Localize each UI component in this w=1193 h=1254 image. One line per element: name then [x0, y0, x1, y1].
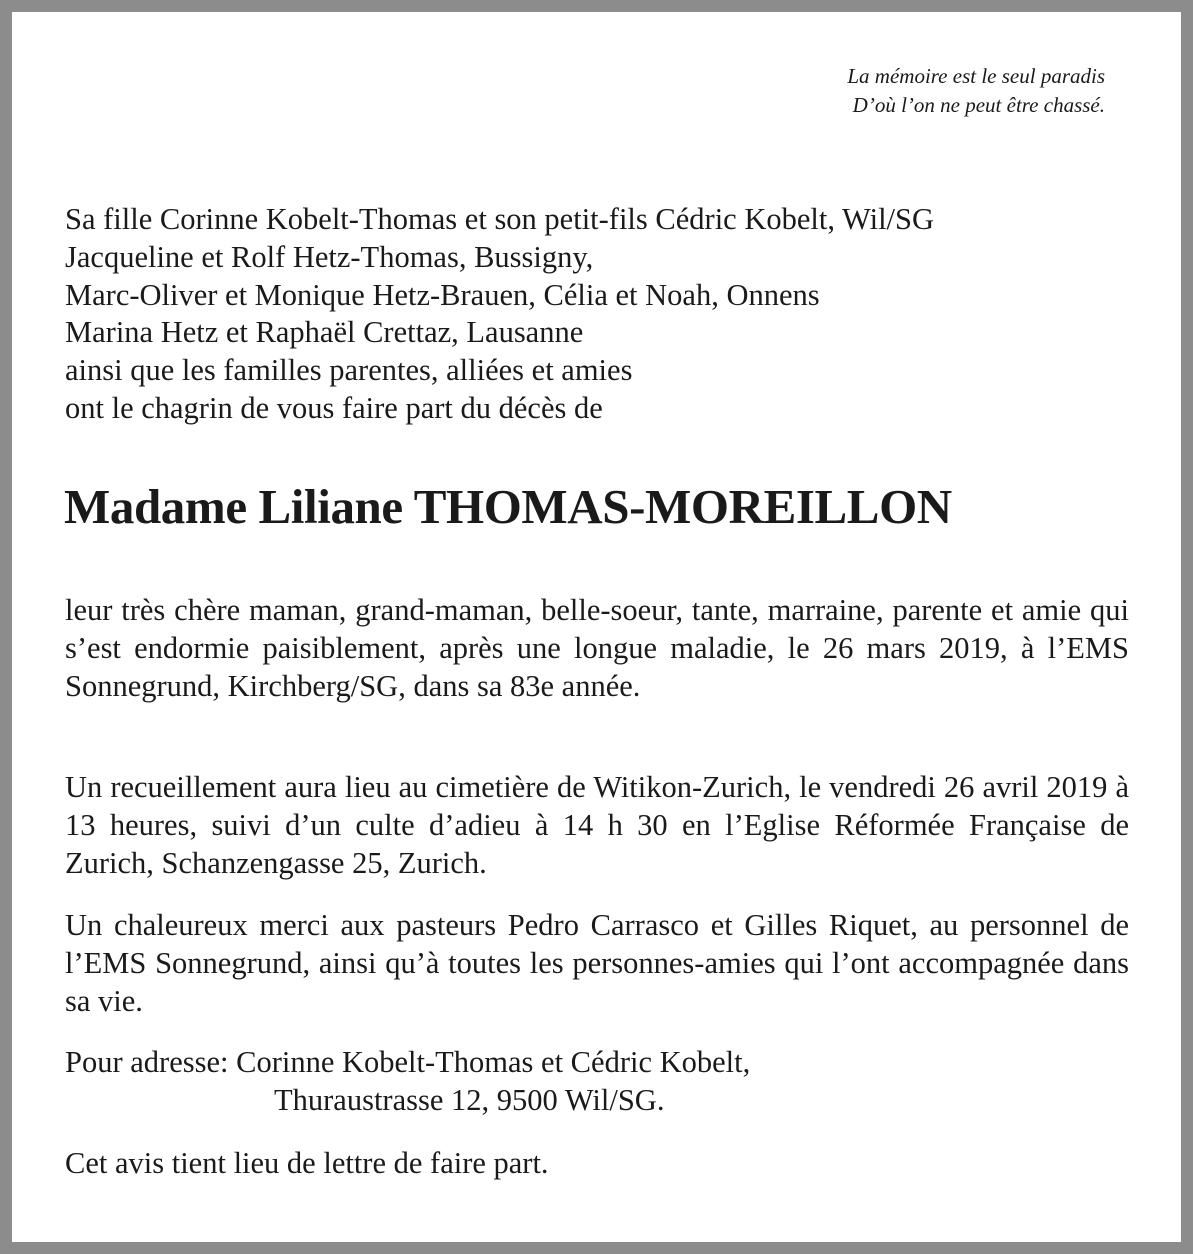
- family-line: Jacqueline et Rolf Hetz-Thomas, Bussigny,: [65, 239, 594, 274]
- ceremony-paragraph: Un recueillement aura lieu au cimetière de Witikon-Zurich, le vendredi 26 avril 2019 à 13 heures, suivi d’un culte d’adieu à 14 h 30 en l’Eglise Réformée Française de Zurich, Schanzengasse 25, Zurich.: [65, 770, 1129, 880]
- tribute-paragraph: leur très chère maman, grand-maman, belle-soeur, tante, marraine, parente et amie qui s’est endormie paisiblement, après une longue maladie, le 26 mars 2019, à l’EMS Sonnegrund, Kirchberg/SG, dans sa 83e année.: [65, 593, 1129, 703]
- address-row: [65, 1044, 1135, 1082]
- epigraph-line: La mémoire est le seul paradis: [847, 64, 1105, 88]
- address-line: Thuraustrasse 12, 9500 Wil/SG.: [274, 1082, 665, 1117]
- thanks-paragraph: Un chaleureux merci aux pasteurs Pedro Carrasco et Gilles Riquet, au personnel de l’EMS Sonnegrund, ainsi qu’à toutes les personnes-amies qui l’ont accompagnée dans sa vie.: [65, 908, 1129, 1018]
- epigraph-line: D’où l’on ne peut être chassé.: [852, 93, 1105, 117]
- address-label: Pour adresse:: [65, 1045, 237, 1079]
- family-line: ont le chagrin de vous faire part du décès de: [65, 390, 603, 425]
- family-line: Sa fille Corinne Kobelt-Thomas et son petit-fils Cédric Kobelt, Wil/SG: [65, 202, 935, 236]
- family-line: Marc-Oliver et Monique Hetz-Brauen, Célia et Noah, Onnens: [65, 277, 820, 312]
- address-line: Corinne Kobelt-Thomas et Cédric Kobelt,: [236, 1045, 751, 1079]
- family-line: Marina Hetz et Raphaël Crettaz, Lausanne: [65, 315, 584, 350]
- deceased-name: Madame Liliane THOMAS-MOREILLON: [64, 479, 952, 534]
- address-row: [65, 1082, 1135, 1120]
- epigraph: [640, 62, 1105, 120]
- family-line: ainsi que les familles parentes, alliées et amies: [65, 353, 633, 388]
- closing-note: Cet avis tient lieu de lettre de faire part.: [65, 1146, 549, 1180]
- family-announcement: [65, 201, 1135, 428]
- address-block: [65, 1044, 1135, 1120]
